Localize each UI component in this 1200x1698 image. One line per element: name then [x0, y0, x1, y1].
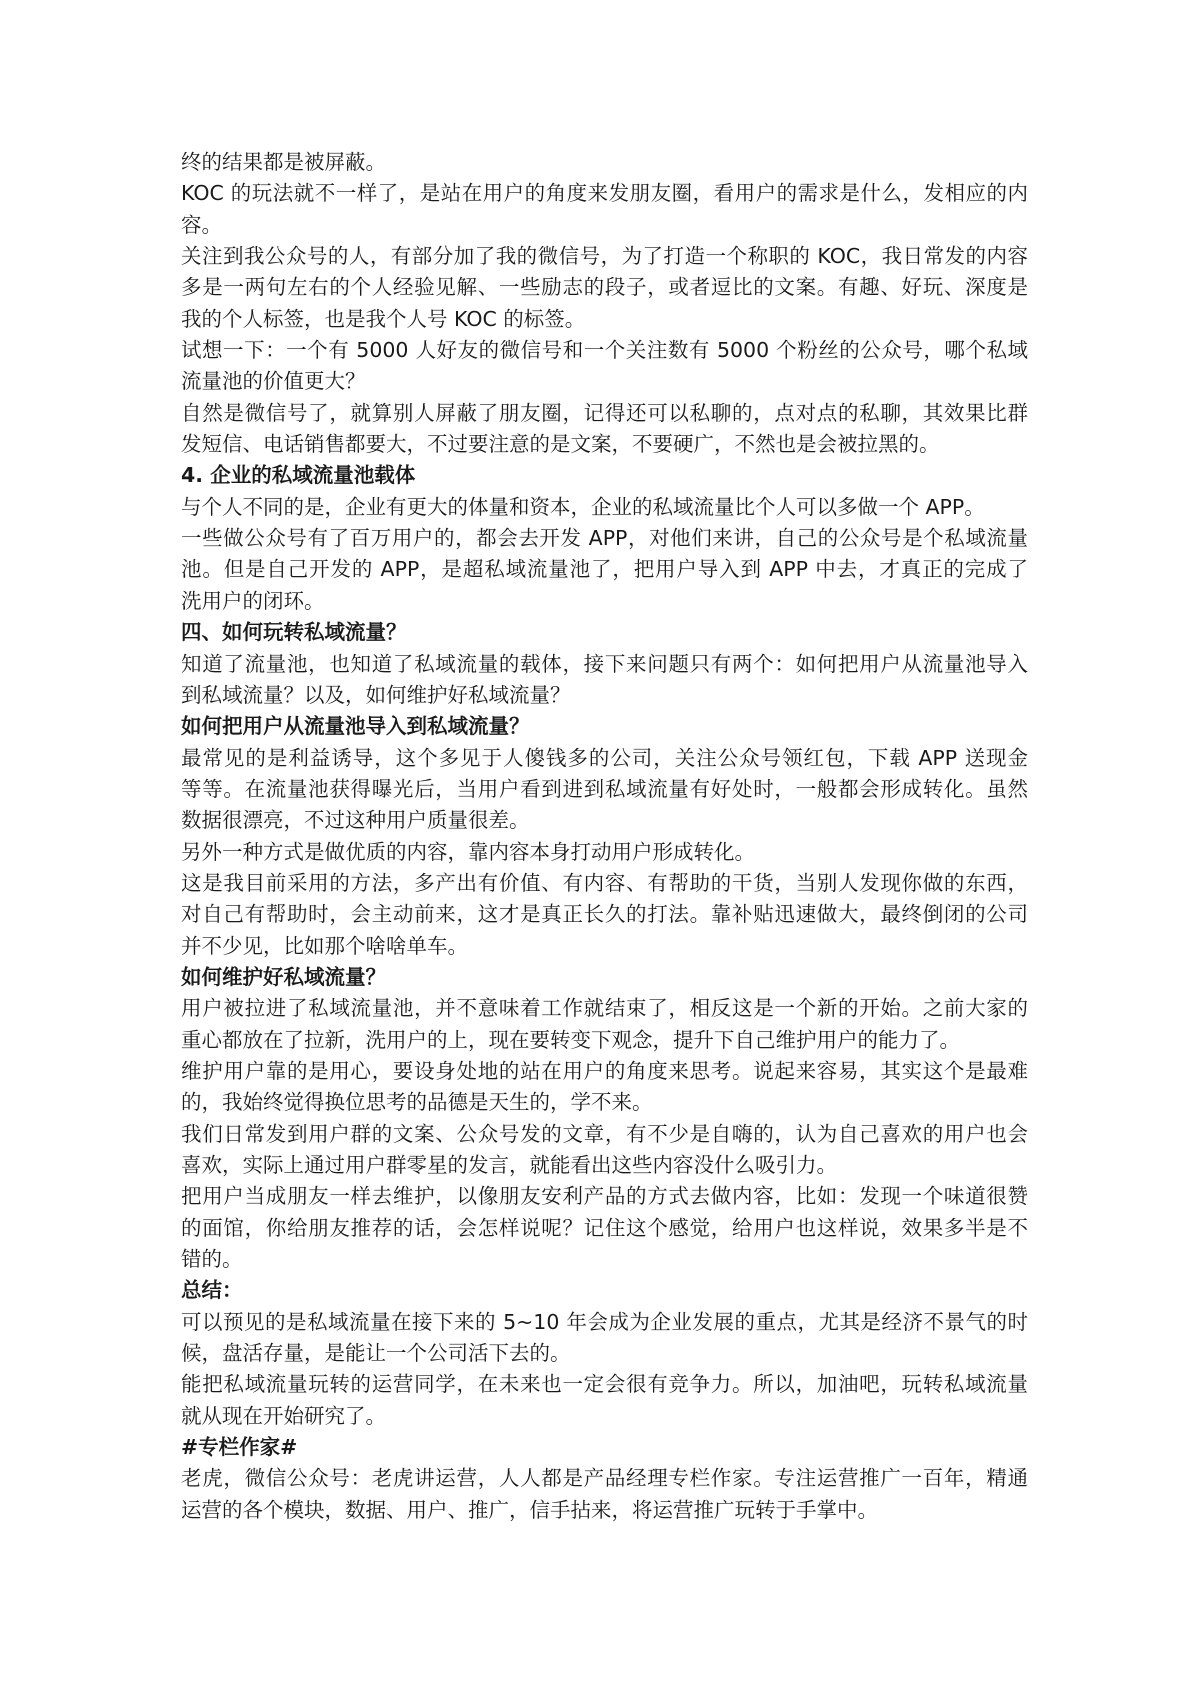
text-line: 洗用户的闭环。 [181, 588, 325, 613]
text-line: 用户被拉进了私域流量池，并不意味着工作就结束了，相反这是一个新的开始。之前大家的 [181, 996, 1028, 1021]
text-line: 数据很漂亮，不过这种用户质量很差。 [181, 808, 530, 833]
text-line: 的，我始终觉得换位思考的品德是天生的，学不来。 [181, 1090, 653, 1115]
text-line: 自然是微信号了，就算别人屏蔽了朋友圈，记得还可以私聊的，点对点的私聊，其效果比群 [181, 400, 1028, 425]
text-line: 我的个人标签，也是我个人号 KOC 的标签。 [181, 306, 586, 331]
text-line: 池。但是自己开发的 APP，是超私域流量池了，把用户导入到 APP 中去，才真正的完成了 [181, 557, 1028, 582]
text-line: 能把私域流量玩转的运营同学，在未来也一定会很有竞争力。所以，加油吧，玩转私域流量 [181, 1372, 1028, 1397]
text-line: 关注到我公众号的人，有部分加了我的微信号，为了打造一个称职的 KOC，我日常发的内容 [181, 244, 1028, 269]
text-line: 发短信、电话销售都要大，不过要注意的是文案，不要硬广，不然也是会被拉黑的。 [181, 432, 940, 457]
text-line: 等等。在流量池获得曝光后，当用户看到进到私域流量有好处时，一般都会形成转化。虽然 [181, 776, 1028, 801]
text-line: 流量池的价值更大？ [181, 369, 366, 394]
section-heading: 4. 企业的私域流量池载体 [181, 463, 416, 488]
text-line: 运营的各个模块，数据、用户、推广，信手拈来，将运营推广玩转于手掌中。 [181, 1497, 878, 1522]
text-line: 把用户当成朋友一样去维护，以像朋友安利产品的方式去做内容，比如：发现一个味道很赞 [181, 1184, 1028, 1209]
text-line: 对自己有帮助时，会主动前来，这才是真正长久的打法。靠补贴迅速做大，最终倒闭的公司 [181, 902, 1028, 927]
text-line: 的面馆，你给朋友推荐的话，会怎样说呢？记住这个感觉，给用户也这样说，效果多半是不 [181, 1215, 1028, 1240]
document-body [181, 147, 1028, 1526]
text-line: 一些做公众号有了百万用户的，都会去开发 APP，对他们来讲，自己的公众号是个私域流量 [181, 526, 1028, 551]
text-line: 多是一两句左右的个人经验见解、一些励志的段子，或者逗比的文案。有趣、好玩、深度是 [181, 275, 1028, 300]
section-heading: 总结： [181, 1278, 243, 1303]
text-line: 与个人不同的是，企业有更大的体量和资本，企业的私域流量比个人可以多做一个 APP。 [181, 494, 985, 519]
text-line: 容。 [181, 212, 222, 237]
text-line: 错的。 [181, 1247, 243, 1272]
text-line: 试想一下：一个有 5000 人好友的微信号和一个关注数有 5000 个粉丝的公众号，哪个私域 [181, 338, 1028, 363]
section-heading: 如何把用户从流量池导入到私域流量？ [181, 714, 530, 739]
section-heading: #专栏作家# [181, 1435, 298, 1460]
text-line: 喜欢，实际上通过用户群零星的发言，就能看出这些内容没什么吸引力。 [181, 1153, 837, 1177]
text-line: 最常见的是利益诱导，这个多见于人傻钱多的公司，关注公众号领红包，下载 APP 送现金 [181, 745, 1028, 770]
section-heading: 四、如何玩转私域流量？ [181, 620, 407, 645]
section-heading: 如何维护好私域流量？ [181, 964, 386, 989]
text-line: 重心都放在了拉新，洗用户的上，现在要转变下观念，提升下自己维护用户的能力了。 [181, 1027, 960, 1052]
text-line: 就从现在开始研究了。 [181, 1403, 386, 1428]
text-line: 维护用户靠的是用心，要设身处地的站在用户的角度来思考。说起来容易，其实这个是最难 [181, 1058, 1028, 1083]
text-line: 并不少见，比如那个啥啥单车。 [181, 933, 468, 958]
text-line: 知道了流量池，也知道了私域流量的载体，接下来问题只有两个：如何把用户从流量池导入 [181, 651, 1028, 676]
text-line: 另外一种方式是做优质的内容，靠内容本身打动用户形成转化。 [181, 839, 755, 864]
text-line: KOC 的玩法就不一样了，是站在用户的角度来发朋友圈，看用户的需求是什么，发相应的内 [181, 181, 1028, 206]
text-line: 候，盘活存量，是能让一个公司活下去的。 [181, 1341, 571, 1366]
text-line: 到私域流量？以及，如何维护好私域流量？ [181, 682, 571, 707]
text-line: 我们日常发到用户群的文案、公众号发的文章，有不少是自嗨的，认为自己喜欢的用户也会 [181, 1121, 1028, 1146]
text-line: 终的结果都是被屏蔽。 [181, 150, 386, 174]
text-line: 可以预见的是私域流量在接下来的 5~10 年会成为企业发展的重点，尤其是经济不景气的时 [181, 1309, 1028, 1334]
text-line: 老虎，微信公众号：老虎讲运营，人人都是产品经理专栏作家。专注运营推广一百年，精通 [181, 1466, 1028, 1491]
text-line: 这是我目前采用的方法，多产出有价值、有内容、有帮助的干货，当别人发现你做的东西， [181, 870, 1028, 895]
